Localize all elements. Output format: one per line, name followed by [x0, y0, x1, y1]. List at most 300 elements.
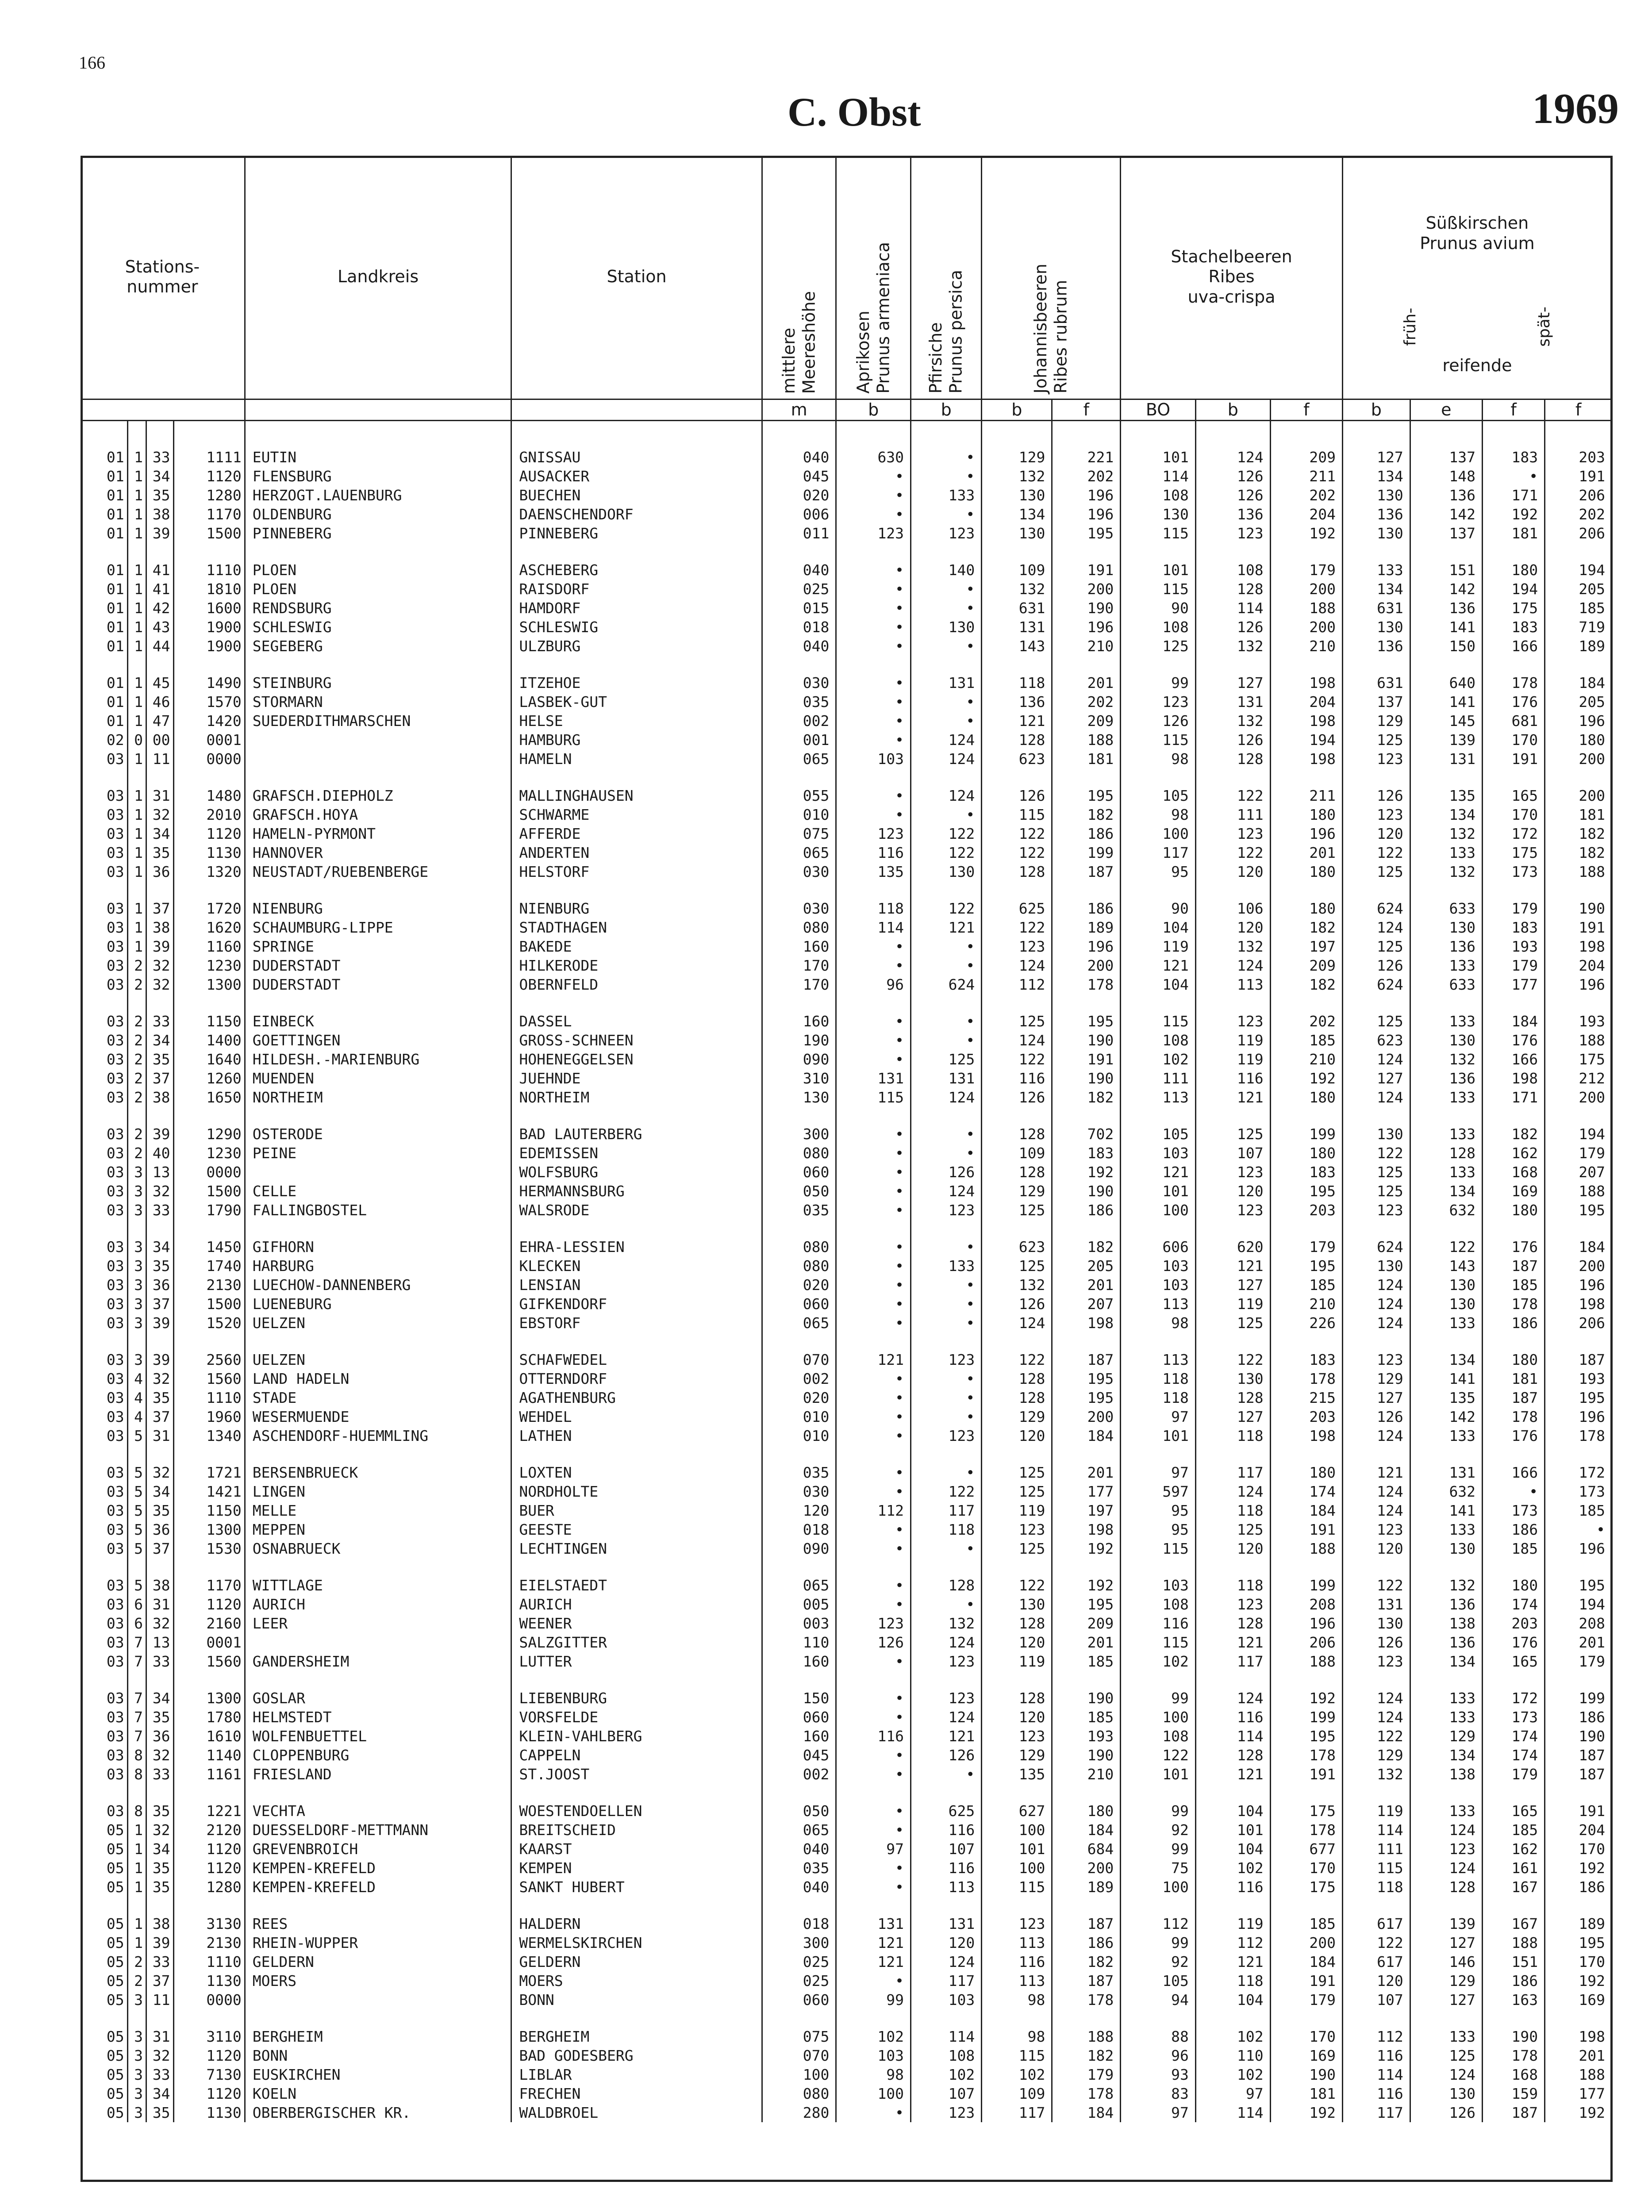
table-cell: 178	[1483, 2046, 1545, 2065]
table-cell: MOERS	[245, 1971, 511, 1990]
table-cell: 200	[1052, 956, 1121, 975]
header-station: Station	[511, 156, 762, 399]
table-cell: 122	[982, 1576, 1052, 1595]
spacer-cell	[836, 881, 911, 899]
table-cell: EUTIN	[245, 448, 511, 467]
table-cell: 38	[146, 1088, 174, 1107]
table-cell: 03	[81, 749, 127, 768]
table-cell: 123	[1195, 524, 1270, 543]
table-cell: 133	[1410, 1012, 1482, 1031]
table-cell: DUESSELDORF-METTMANN	[245, 1820, 511, 1839]
table-cell: JUEHNDE	[511, 1069, 762, 1088]
table-cell: 192	[1270, 2103, 1342, 2122]
table-cell: 194	[1270, 730, 1342, 749]
table-cell: HELSTORF	[511, 862, 762, 881]
table-cell: 33	[146, 1012, 174, 1031]
table-cell: KEMPEN-KREFELD	[245, 1859, 511, 1878]
table-cell: 190	[1483, 2027, 1545, 2046]
table-cell: 33	[146, 1201, 174, 1220]
table-cell: 181	[1270, 2084, 1342, 2103]
spacer-cell	[511, 1671, 762, 1689]
table-cell: 03	[81, 956, 127, 975]
table-cell: 191	[1545, 467, 1612, 486]
table-cell: •	[911, 1595, 982, 1614]
table-cell: 160	[762, 937, 836, 956]
table-cell: 182	[1052, 1237, 1121, 1256]
table-cell: 129	[1342, 711, 1410, 730]
table-row	[81, 1482, 1612, 1501]
table-cell: 015	[762, 599, 836, 618]
table-cell: 126	[1195, 730, 1270, 749]
table-cell: 1	[127, 618, 146, 637]
table-cell: NORDHOLTE	[511, 1482, 762, 1501]
spacer-cell	[1545, 543, 1612, 561]
spacer-cell	[911, 1333, 982, 1350]
table-cell: 03	[81, 1501, 127, 1520]
table-cell: •	[836, 1237, 911, 1256]
table-row	[81, 1633, 1612, 1652]
table-cell: 180	[1270, 1088, 1342, 1107]
table-cell: 617	[1342, 1914, 1410, 1933]
table-cell: 300	[762, 1125, 836, 1144]
table-cell: PINNEBERG	[511, 524, 762, 543]
table-row	[81, 824, 1612, 843]
table-cell: 3	[127, 1350, 146, 1369]
page-number: 166	[79, 53, 105, 73]
table-cell: 176	[1483, 1031, 1545, 1050]
table-cell: 597	[1121, 1482, 1196, 1501]
table-cell: 200	[1270, 580, 1342, 599]
table-cell: 94	[1121, 1990, 1196, 2009]
table-cell: 190	[1052, 1031, 1121, 1050]
spacer-cell	[1121, 2009, 1196, 2027]
table-cell: 178	[1052, 1990, 1121, 2009]
table-cell: 018	[762, 1520, 836, 1539]
table-cell: 11	[146, 749, 174, 768]
spacer-cell	[1052, 543, 1121, 561]
table-row	[81, 1050, 1612, 1069]
table-cell: 31	[146, 1595, 174, 1614]
table-cell: 97	[1121, 2103, 1196, 2122]
table-cell: 126	[1342, 786, 1410, 805]
group-spacer	[81, 1897, 1612, 1914]
table-cell: •	[836, 1746, 911, 1765]
table-cell: 194	[1545, 1125, 1612, 1144]
table-cell: 123	[836, 524, 911, 543]
table-cell: •	[911, 1144, 982, 1163]
table-cell: 2	[127, 1069, 146, 1088]
table-cell: 176	[1483, 1426, 1545, 1445]
spacer-cell	[1121, 1445, 1196, 1463]
table-cell: 41	[146, 580, 174, 599]
table-row	[81, 1388, 1612, 1407]
table-cell: 101	[1121, 1426, 1196, 1445]
spacer-cell	[511, 1333, 762, 1350]
table-cell: 182	[1545, 824, 1612, 843]
table-cell: 035	[762, 692, 836, 711]
spacer-cell	[982, 543, 1052, 561]
table-cell: 03	[81, 1801, 127, 1820]
table-cell: 194	[1483, 580, 1545, 599]
table-row	[81, 1256, 1612, 1275]
table-cell: 37	[146, 1069, 174, 1088]
table-row	[81, 1144, 1612, 1163]
spacer-cell	[836, 1333, 911, 1350]
spacer-cell	[1195, 1333, 1270, 1350]
table-cell: 124	[982, 956, 1052, 975]
table-cell: 1	[127, 824, 146, 843]
table-cell: •	[836, 1878, 911, 1897]
spacer-cell	[1270, 1333, 1342, 1350]
table-cell: 1300	[173, 1520, 245, 1539]
table-cell: •	[836, 1576, 911, 1595]
group-spacer	[81, 1333, 1612, 1350]
table-cell: 128	[911, 1576, 982, 1595]
table-cell: 196	[1270, 824, 1342, 843]
table-cell: ASCHEBERG	[511, 561, 762, 580]
table-cell: 39	[146, 1125, 174, 1144]
table-cell: 190	[1052, 1069, 1121, 1088]
spacer-cell	[1410, 656, 1482, 673]
table-cell: 627	[982, 1801, 1052, 1820]
table-cell: 130	[1195, 1369, 1270, 1388]
table-cell: 01	[81, 486, 127, 505]
table-cell: 128	[1195, 749, 1270, 768]
table-cell: 137	[1342, 692, 1410, 711]
table-cell: 165	[1483, 1801, 1545, 1820]
table-cell: 179	[1545, 1652, 1612, 1671]
table-cell: 130	[1410, 1275, 1482, 1294]
table-row	[81, 1463, 1612, 1482]
table-cell: 018	[762, 618, 836, 637]
table-cell: 178	[1270, 1820, 1342, 1839]
table-cell: 108	[1121, 486, 1196, 505]
spacer-cell	[146, 2009, 174, 2027]
table-cell: 03	[81, 1369, 127, 1388]
table-cell: •	[911, 1125, 982, 1144]
table-cell: 11	[146, 1990, 174, 2009]
table-cell: 010	[762, 805, 836, 824]
spacer-cell	[1545, 1445, 1612, 1463]
table-cell: 196	[1052, 486, 1121, 505]
spacer-cell	[511, 656, 762, 673]
table-cell: 195	[1270, 1727, 1342, 1746]
table-cell: 195	[1052, 1595, 1121, 1614]
table-cell: 118	[1121, 1369, 1196, 1388]
header-ripening: reifende	[1442, 355, 1512, 375]
table-cell: •	[911, 1313, 982, 1333]
table-row	[81, 1652, 1612, 1671]
table-cell: 170	[1483, 730, 1545, 749]
spacer-cell	[1342, 1220, 1410, 1237]
table-cell: 05	[81, 1914, 127, 1933]
table-cell: 124	[911, 1952, 982, 1971]
spacer-cell	[982, 656, 1052, 673]
unit-cell: b	[1342, 399, 1410, 421]
table-cell: 7	[127, 1652, 146, 1671]
table-cell: 103	[836, 749, 911, 768]
table-cell: 126	[1342, 1633, 1410, 1652]
spacer-cell	[1121, 656, 1196, 673]
table-cell: GREVENBROICH	[245, 1839, 511, 1859]
table-cell: 186	[1052, 1201, 1121, 1220]
table-cell: STEINBURG	[245, 673, 511, 692]
table-cell: SANKT HUBERT	[511, 1878, 762, 1897]
table-cell: 178	[1052, 2084, 1121, 2103]
table-cell: LEER	[245, 1614, 511, 1633]
table-cell: 127	[1342, 1388, 1410, 1407]
spacer-cell	[173, 994, 245, 1012]
table-cell: 134	[1410, 805, 1482, 824]
spacer-cell	[1121, 1897, 1196, 1914]
table-cell: 203	[1270, 1201, 1342, 1220]
table-cell: 35	[146, 1388, 174, 1407]
spacer-cell	[836, 1897, 911, 1914]
table-cell: 120	[982, 1633, 1052, 1652]
table-cell: NORTHEIM	[511, 1088, 762, 1107]
table-row	[81, 918, 1612, 937]
spacer-cell	[1052, 1333, 1121, 1350]
table-cell: 125	[982, 1201, 1052, 1220]
table-cell: 6	[127, 1595, 146, 1614]
spacer-cell	[1545, 2009, 1612, 2027]
table-cell: 201	[1052, 673, 1121, 692]
table-cell: 03	[81, 1163, 127, 1182]
table-cell: 05	[81, 2084, 127, 2103]
table-cell: 175	[1270, 1801, 1342, 1820]
spacer-cell	[836, 1107, 911, 1125]
table-cell: 1	[127, 561, 146, 580]
table-row	[81, 486, 1612, 505]
table-cell: 186	[1052, 824, 1121, 843]
table-cell: 03	[81, 1765, 127, 1784]
spacer-cell	[81, 1445, 127, 1463]
table-cell: 182	[1052, 805, 1121, 824]
table-cell: 01	[81, 618, 127, 637]
table-cell: 206	[1545, 486, 1612, 505]
table-row	[81, 692, 1612, 711]
table-cell: 1110	[173, 1952, 245, 1971]
table-cell: 188	[1545, 862, 1612, 881]
spacer-cell	[1052, 421, 1121, 448]
table-cell: 126	[911, 1163, 982, 1182]
spacer-cell	[173, 656, 245, 673]
table-cell: 131	[1410, 749, 1482, 768]
table-cell: 105	[1121, 786, 1196, 805]
table-cell: 103	[1121, 1576, 1196, 1595]
table-cell: RENDSBURG	[245, 599, 511, 618]
table-cell: 132	[1410, 824, 1482, 843]
table-cell: 124	[911, 786, 982, 805]
spacer-cell	[146, 1445, 174, 1463]
table-cell: 132	[1195, 937, 1270, 956]
spacer-cell	[127, 1671, 146, 1689]
table-cell: BAKEDE	[511, 937, 762, 956]
table-cell: 1960	[173, 1407, 245, 1426]
table-cell: 124	[1342, 1313, 1410, 1333]
section-title: C. Obst	[788, 89, 921, 134]
spacer-cell	[1195, 1784, 1270, 1801]
table-cell: 115	[1121, 730, 1196, 749]
table-cell: 124	[1410, 2065, 1482, 2084]
table-cell: 201	[1052, 1633, 1121, 1652]
table-cell: 196	[1052, 505, 1121, 524]
table-cell: PLOEN	[245, 580, 511, 599]
table-cell: 101	[1121, 561, 1196, 580]
table-cell: GRAFSCH.HOYA	[245, 805, 511, 824]
spacer-cell	[1342, 994, 1410, 1012]
table-cell: 001	[762, 730, 836, 749]
table-cell: 180	[1270, 862, 1342, 881]
table-cell: 198	[1270, 673, 1342, 692]
table-cell: 101	[1121, 1765, 1196, 1784]
table-cell: •	[911, 692, 982, 711]
table-cell: GROSS-SCHNEEN	[511, 1031, 762, 1050]
table-cell: 179	[1483, 1765, 1545, 1784]
table-cell: 203	[1483, 1614, 1545, 1633]
spacer-cell	[836, 656, 911, 673]
table-cell: 03	[81, 1237, 127, 1256]
table-cell	[245, 1633, 511, 1652]
table-cell: 1120	[173, 467, 245, 486]
table-cell: 3	[127, 1182, 146, 1201]
table-cell: 140	[911, 561, 982, 580]
table-cell: 1650	[173, 1088, 245, 1107]
table-cell: 203	[1270, 1407, 1342, 1426]
table-row	[81, 1201, 1612, 1220]
table-cell: BERSENBRUECK	[245, 1463, 511, 1482]
table-cell: 1560	[173, 1652, 245, 1671]
table-cell: 133	[1410, 1520, 1482, 1539]
spacer-cell	[146, 1107, 174, 1125]
table-cell: DUDERSTADT	[245, 956, 511, 975]
table-cell: 1340	[173, 1426, 245, 1445]
table-cell: 025	[762, 1952, 836, 1971]
table-cell: 132	[911, 1614, 982, 1633]
table-cell: 116	[1342, 2046, 1410, 2065]
table-cell: 192	[1270, 524, 1342, 543]
table-cell: 191	[1270, 1765, 1342, 1784]
table-cell: EUSKIRCHEN	[245, 2065, 511, 2084]
table-cell: 122	[911, 1482, 982, 1501]
table-cell: 122	[1195, 786, 1270, 805]
spacer-cell	[1342, 1671, 1410, 1689]
spacer-cell	[81, 994, 127, 1012]
table-cell: •	[836, 637, 911, 656]
spacer-cell	[762, 1671, 836, 1689]
spacer-cell	[762, 1220, 836, 1237]
table-cell: 124	[1342, 1275, 1410, 1294]
table-cell: 116	[836, 843, 911, 862]
table-cell: 01	[81, 692, 127, 711]
table-cell: 035	[762, 1463, 836, 1482]
spacer-cell	[1545, 656, 1612, 673]
table-cell: •	[836, 599, 911, 618]
table-cell: 1120	[173, 824, 245, 843]
spacer-cell	[1270, 2009, 1342, 2027]
table-cell: 630	[836, 448, 911, 467]
table-cell: •	[911, 1369, 982, 1388]
table-cell: 135	[836, 862, 911, 881]
table-cell: 34	[146, 1482, 174, 1501]
table-cell: 212	[1545, 1069, 1612, 1088]
table-cell: 143	[982, 637, 1052, 656]
table-cell: 127	[1342, 448, 1410, 467]
table-cell: 080	[762, 1144, 836, 1163]
table-cell: •	[836, 618, 911, 637]
spacer-cell	[762, 1784, 836, 1801]
table-row	[81, 1501, 1612, 1520]
header-early: früh-	[1401, 307, 1419, 346]
table-cell: 194	[1545, 1595, 1612, 1614]
table-cell: •	[836, 1125, 911, 1144]
table-cell: 134	[1410, 1746, 1482, 1765]
table-cell: 139	[1410, 730, 1482, 749]
table-cell: LUECHOW-DANNENBERG	[245, 1275, 511, 1294]
spacer-cell	[81, 768, 127, 786]
table-cell: 129	[982, 1182, 1052, 1201]
table-cell: 103	[1121, 1275, 1196, 1294]
table-cell: 130	[1410, 1294, 1482, 1313]
table-cell: 165	[1483, 786, 1545, 805]
table-row	[81, 1088, 1612, 1107]
table-cell: 98	[1121, 805, 1196, 824]
table-cell: WALDBROEL	[511, 2103, 762, 2122]
table-cell: 198	[1052, 1313, 1121, 1333]
unit-cell: f	[1483, 399, 1545, 421]
table-cell: 32	[146, 805, 174, 824]
table-row	[81, 1878, 1612, 1897]
table-cell: 135	[1410, 786, 1482, 805]
spacer-cell	[911, 994, 982, 1012]
table-cell: 189	[1545, 1914, 1612, 1933]
table-cell: 136	[982, 692, 1052, 711]
table-cell: 123	[1342, 1652, 1410, 1671]
table-cell: 201	[1270, 843, 1342, 862]
table-cell: •	[836, 1144, 911, 1163]
table-cell: 34	[146, 467, 174, 486]
table-cell: HAMELN-PYRMONT	[245, 824, 511, 843]
spacer-cell	[1483, 656, 1545, 673]
table-cell: 165	[1483, 1652, 1545, 1671]
spacer-cell	[762, 421, 836, 448]
table-cell: 1	[127, 1820, 146, 1839]
spacer-cell	[146, 1558, 174, 1576]
table-cell: HILKERODE	[511, 956, 762, 975]
table-cell: 181	[1483, 524, 1545, 543]
table-cell: 116	[1195, 1878, 1270, 1897]
table-cell: 118	[911, 1520, 982, 1539]
spacer-cell	[1052, 1107, 1121, 1125]
table-cell: 3	[127, 1990, 146, 2009]
table-cell: 195	[1052, 1012, 1121, 1031]
spacer-cell	[1121, 421, 1196, 448]
table-cell: 180	[1270, 805, 1342, 824]
table-cell: 185	[1052, 1708, 1121, 1727]
table-cell: 163	[1483, 1990, 1545, 2009]
table-cell: •	[836, 1765, 911, 1784]
spacer-cell	[245, 768, 511, 786]
table-cell: 111	[1121, 1069, 1196, 1088]
table-cell: 204	[1545, 956, 1612, 975]
table-cell: 43	[146, 618, 174, 637]
table-row	[81, 1313, 1612, 1333]
table-cell: 1300	[173, 975, 245, 994]
table-cell: 123	[1195, 1201, 1270, 1220]
table-cell: 179	[1483, 899, 1545, 918]
units-blank	[511, 399, 762, 421]
table-cell: 7	[127, 1727, 146, 1746]
